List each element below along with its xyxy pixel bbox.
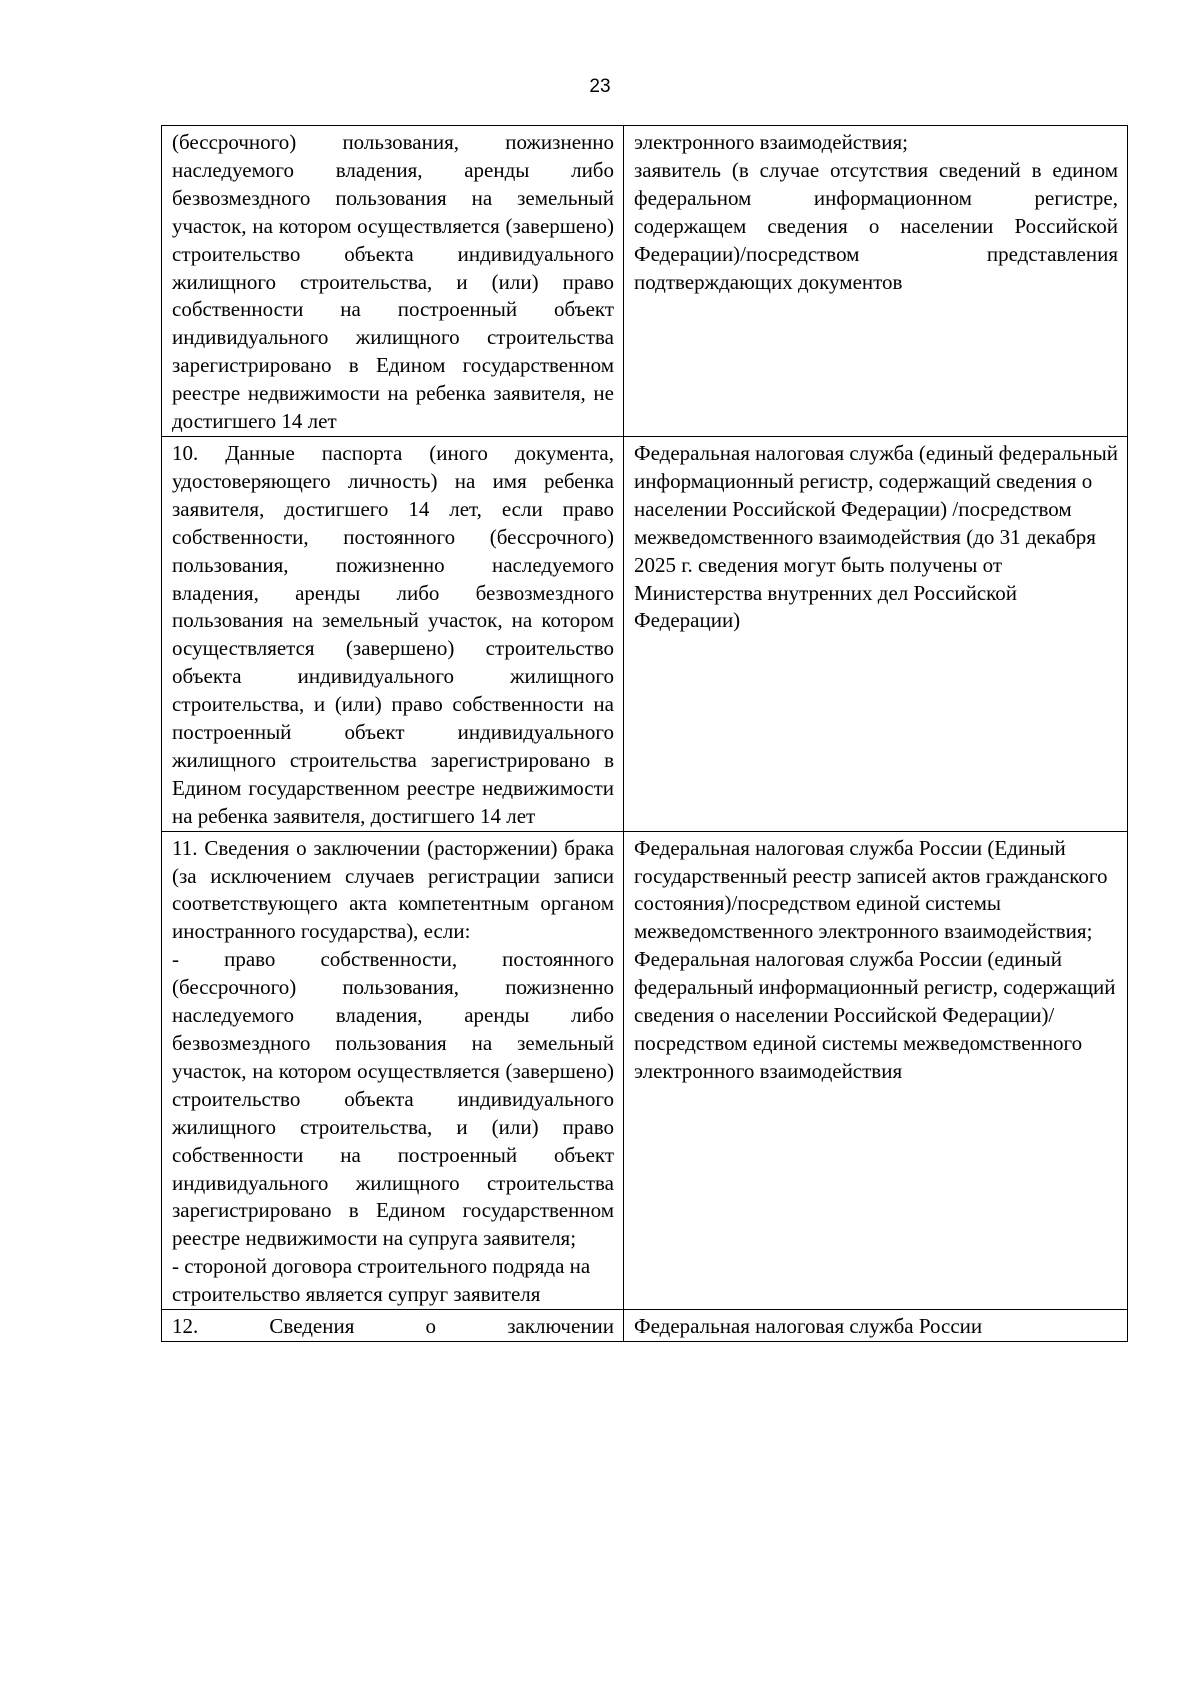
table-cell-source bbox=[624, 436, 1128, 831]
services-table bbox=[161, 125, 1128, 1342]
table-row bbox=[162, 1310, 1128, 1342]
cell-paragraph: 11. Сведения о заключении (расторжении) брака (за исключением случаев регистрации записи соответствующего акта компетентным органом иностранного государства), если: bbox=[172, 835, 614, 944]
table-row bbox=[162, 831, 1128, 1309]
page-number: 23 bbox=[589, 76, 611, 97]
cell-paragraph: Федеральная налоговая служба России bbox=[634, 1314, 983, 1339]
table-cell-source bbox=[624, 126, 1128, 437]
cell-paragraph: - право собственности, постоянного (бессрочного) пользования, пожизненно наследуемого владения, аренды либо безвозмездного пользования на земельный участок, на котором осуществляется (завершено) строительство объекта индивидуального жилищного строительства, и (или) право собственности на построенный объект индивидуального жилищного строительства зарегистрировано в Едином государственном реестре недвижимости на супруга заявителя; bbox=[172, 947, 614, 1251]
cell-paragraph: Федеральная налоговая служба России (единый федеральный информационный регистр, содержащий сведения о населении Российской Федерации)/посредством единой системы межведомственного электронного взаимодействия bbox=[634, 947, 1116, 1083]
table-cell-document bbox=[162, 1310, 624, 1342]
table-cell-source bbox=[624, 831, 1128, 1309]
cell-paragraph: Федеральная налоговая служба России (Единый государственный реестр записей актов гражданского состояния)/посредством единой системы межведомственного электронного взаимодействия; bbox=[634, 835, 1108, 944]
cell-paragraph: (бессрочного) пользования, пожизненно наследуемого владения, аренды либо безвозмездного пользования на земельный участок, на котором осуществляется (завершено) строительство объекта индивидуального жилищного строительства, и (или) право собственности на построенный объект индивидуального жилищного строительства зарегистрировано в Едином государственном реестре недвижимости на ребенка заявителя, не достигшего 14 лет bbox=[172, 130, 614, 434]
cell-paragraph: 12. Сведения о заключении bbox=[172, 1314, 614, 1339]
table-cell-document bbox=[162, 436, 624, 831]
cell-paragraph: 10. Данные паспорта (иного документа, удостоверяющего личность) на имя ребенка заявителя, достигшего 14 лет, если право собственности, постоянного (бессрочного) пользования, пожизненно наследуемого владения, аренды либо безвозмездного пользования на земельный участок, на котором осуществляется (завершено) строительство объекта индивидуального жилищного строительства, и (или) право собственности на построенный объект индивидуального жилищного строительства зарегистрировано в Едином государственном реестре недвижимости на ребенка заявителя, достигшего 14 лет bbox=[172, 440, 614, 828]
table-cell-document bbox=[162, 126, 624, 437]
table-row bbox=[162, 126, 1128, 437]
table-row bbox=[162, 436, 1128, 831]
cell-paragraph: Федеральная налоговая служба (единый федеральный информационный регистр, содержащий сведения о населении Российской Федерации) /посредством межведомственного взаимодействия (до 31 декабря 2025 г. сведения могут быть получены от Министерства внутренних дел Российской Федерации) bbox=[634, 440, 1118, 633]
cell-paragraph: заявитель (в случае отсутствия сведений в едином федеральном информационном регистре, содержащем сведения о населении Российской Федерации)/посредством представления подтверждающих документов bbox=[634, 157, 1118, 294]
cell-paragraph: - стороной договора строительного подряда на строительство является супруг заявителя bbox=[172, 1254, 591, 1307]
cell-paragraph: электронного взаимодействия; bbox=[634, 130, 908, 154]
table-cell-document bbox=[162, 831, 624, 1309]
table-cell-source bbox=[624, 1310, 1128, 1342]
